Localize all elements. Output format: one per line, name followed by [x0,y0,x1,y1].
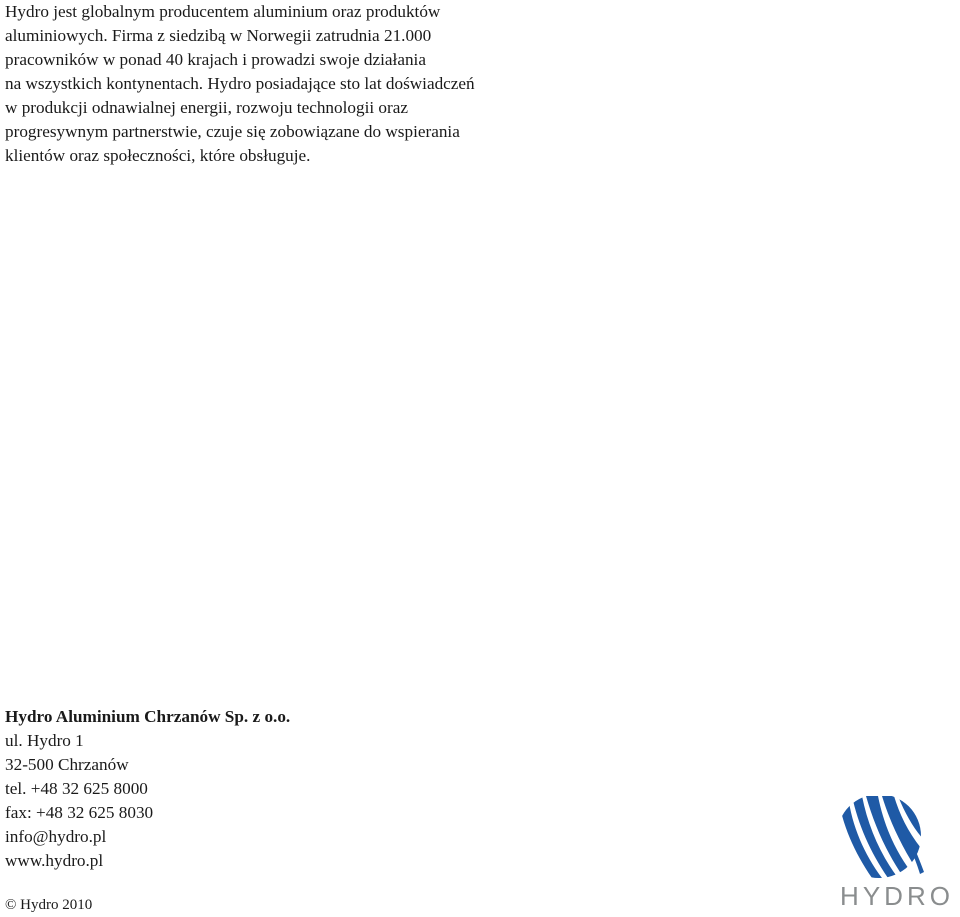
description-line: pracowników w ponad 40 krajach i prowadzi swoje działania [5,50,426,69]
description-line: aluminiowych. Firma z siedzibą w Norwegii zatrudnia 21.000 [5,26,432,45]
city-address: 32-500 Chrzanów [5,755,129,774]
hydro-wordmark: HYDRO [840,881,954,911]
email-link[interactable]: info@hydro.pl [5,827,107,846]
description-line: na wszystkich kontynentach. Hydro posiadające sto lat doświadczeń [5,74,475,93]
hydro-logo [836,794,958,914]
description-line: klientów oraz społeczności, które obsługuje. [5,146,311,165]
fax-number: fax: +48 32 625 8030 [5,803,154,822]
copyright-notice: © Hydro 2010 [5,897,93,913]
street-address: ul. Hydro 1 [5,731,84,750]
phone-number: tel. +48 32 625 8000 [5,779,148,798]
description-line: Hydro jest globalnym producentem aluminium oraz produktów [5,2,441,21]
description-line: progresywnym partnerstwie, czuje się zobowiązane do wspierania [5,122,460,141]
contact-block [5,705,290,873]
company-description [5,0,480,168]
website-link[interactable]: www.hydro.pl [5,851,104,870]
hydro-sail-icon [836,794,958,880]
company-name: Hydro Aluminium Chrzanów Sp. z o.o. [5,707,291,726]
description-line: w produkcji odnawialnej energii, rozwoju technologii oraz [5,98,408,117]
